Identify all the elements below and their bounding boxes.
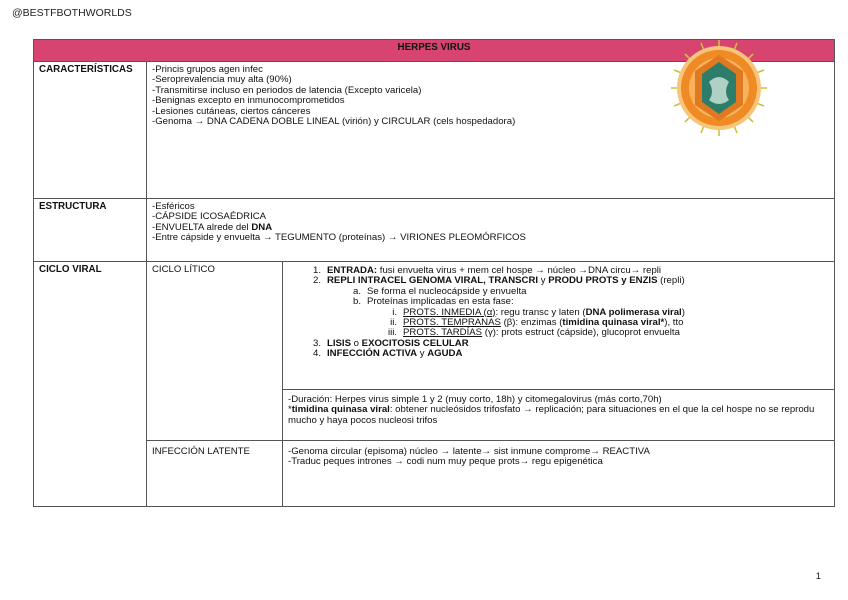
timidina-note-text: : obtener nucleósidos trifosfato → replicación; para situaciones en el que la cel hospe no se reprodu mucho y haya pocos nucleosi trifos — [288, 404, 815, 426]
prots-inmedia-link: PROTS. INMEDIA — [403, 306, 481, 318]
caracteristica-item: -Benignas excepto en inmunocomprometidos — [152, 95, 345, 107]
caracteristica-item: -Transmitirse incluso en periodos de latencia (Excepto varicela) — [152, 84, 422, 96]
exocitosis: EXOCITOSIS CELULAR — [361, 337, 469, 349]
caracteristica-item: -Lesiones cutáneas, ciertos cánceres — [152, 105, 311, 117]
timidina-quinasa: timidina quinasa viral* — [562, 317, 665, 329]
ciclo-viral-label: CICLO VIRAL — [34, 262, 147, 507]
latente-label: INFECCIÓN LATENTE — [147, 441, 283, 507]
step-entrada-bold: ENTRADA: — [327, 265, 378, 276]
timidina-note — [288, 404, 814, 425]
virus-dna — [709, 77, 729, 104]
step-lisis-mid: o — [351, 337, 362, 349]
roman-ii-end: ), tto — [664, 317, 684, 329]
dna-polimerasa: DNA polimerasa viral — [585, 306, 682, 318]
step-repli-tail: (repli) — [657, 275, 685, 287]
sub-marker: a. — [352, 285, 361, 297]
step-entrada-text: fusi envuelta virus + mem cel hospe → núcleo →DNA circu→ repli — [377, 265, 662, 276]
page-number: 1 — [815, 571, 821, 582]
caracteristica-item: -Seroprevalencia muy alta (90%) — [152, 74, 292, 86]
step-marker: 4. — [312, 348, 321, 360]
sub-step-a-text: Se forma el nucleocápside y envuelta — [367, 285, 527, 297]
estructura-line: -Esféricos — [152, 201, 195, 212]
estructura-row — [34, 199, 835, 262]
roman-i-text: : regu transc y laten ( — [495, 306, 586, 318]
timidina-note-bold: timidina quinasa viral — [291, 404, 390, 416]
ciclo-litico-steps — [283, 262, 835, 390]
caracteristica-item: -Princis grupos agen infec — [152, 64, 263, 75]
roman-iii-text: (γ): prots estruct (cápside), glucoprot envuelta — [482, 327, 680, 339]
timidina-asterisk: * — [288, 404, 292, 416]
estructura-content — [147, 199, 835, 262]
step-repli-bold2: PRODU PROTS y ENZIS — [548, 275, 658, 287]
roman-ii-text: (β): enzimas ( — [500, 317, 563, 329]
step-infeccion — [289, 349, 829, 359]
sub-step-b-text: Proteínas implicadas en esta fase: — [367, 296, 514, 308]
estructura-line: -CÁPSIDE ICOSAÉDRICA — [152, 211, 267, 223]
ciclo-litico-row — [34, 262, 835, 390]
watermark: @BESTFBOTHWORLDS — [12, 7, 132, 19]
caracteristica-item: -Genoma → DNA CADENA DOBLE LINEAL (virión) y CIRCULAR (cels hospedadora) — [152, 116, 516, 128]
prots-tempranas-link: PROTS. TEMPRANAS — [403, 317, 501, 329]
prots-tardias-link: PROTS. TARDÍAS — [403, 327, 483, 339]
latente-content — [283, 441, 835, 507]
prots-inmedia-greek: (α) — [480, 306, 496, 318]
herpes-virus-illustration — [665, 38, 773, 138]
estructura-label: ESTRUCTURA — [34, 199, 147, 262]
roman-marker: i. — [392, 306, 397, 318]
latente-line: -Traduc peques intrones → codi num muy peque prots→ regu epigenética — [288, 456, 603, 468]
aguda: AGUDA — [427, 348, 463, 360]
estructura-line: -Entre cápside y envuelta → TEGUMENTO (proteínas) → VIRIONES PLEOMÓRFICOS — [152, 232, 526, 244]
caracteristicas-label — [34, 62, 147, 199]
roman-marker: ii. — [390, 317, 397, 329]
estructura-envuelta: -ENVUELTA alrede del — [152, 221, 252, 233]
roman-marker: iii. — [387, 327, 397, 339]
step-infeccion-mid: y — [417, 348, 428, 360]
table-title: HERPES VIRUS — [34, 40, 835, 62]
latente-line: -Genoma circular (episoma) núcleo → latente→ sist inmune comprome→ REACTIVA — [288, 446, 650, 457]
ciclo-litico-label: CICLO LÍTICO — [147, 262, 283, 441]
duracion-content — [283, 390, 835, 441]
estructura-dna: DNA — [251, 221, 273, 233]
lisis: LISIS — [327, 337, 351, 349]
sub-marker: b. — [352, 296, 361, 308]
latente-row — [34, 441, 835, 507]
duracion-text: -Duración: Herpes virus simple 1 y 2 (muy corto, 18h) y citomegalovirus (más corto,70h) — [288, 394, 662, 405]
step-marker: 1. — [312, 265, 321, 276]
step-repli-mid: y — [538, 275, 549, 287]
roman-i-end: ) — [681, 306, 685, 318]
infeccion-activa: INFECCIÓN ACTIVA — [327, 348, 418, 360]
step-marker: 2. — [312, 275, 321, 287]
step-marker: 3. — [312, 337, 321, 349]
step-repli-bold1: REPLI INTRACEL GENOMA VIRAL, TRANSCRI — [327, 275, 539, 287]
caracteristicas-label-text: CARACTERÍSTICAS — [39, 64, 133, 75]
